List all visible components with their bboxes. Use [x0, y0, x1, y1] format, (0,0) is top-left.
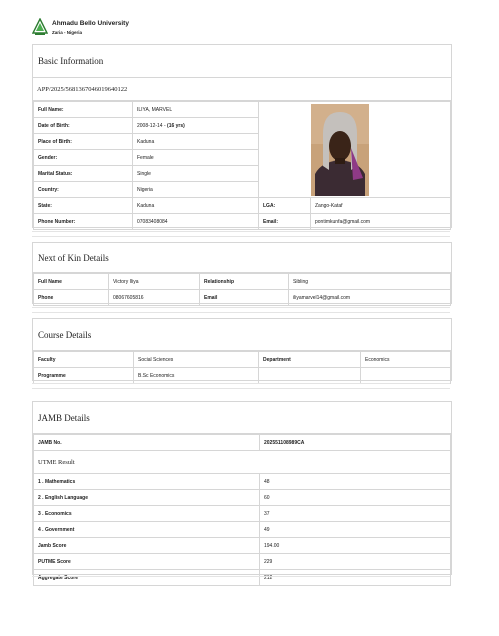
course-details-table [33, 351, 451, 384]
section-divider [32, 307, 450, 313]
subject-score: 37 [260, 506, 451, 522]
utme-result-title: UTME Result [33, 451, 451, 473]
email-label: Email: [259, 214, 311, 230]
jamb-no-value: 202551108989CA [260, 435, 451, 451]
subject-label: 1 . Mathematics [34, 474, 260, 490]
department-label: Department [259, 352, 361, 368]
table-row [34, 474, 451, 490]
subject-label: 3 . Economics [34, 506, 260, 522]
jamb-no-label: JAMB No. [34, 435, 260, 451]
faculty-value: Social Sciences [134, 352, 259, 368]
subject-label: 2 . English Language [34, 490, 260, 506]
jamb-details-section [32, 401, 452, 581]
age-value: (16 yrs) [167, 122, 185, 129]
phone-value: 07083408084 [133, 214, 259, 230]
kin-name-value: Victory Iliya [109, 274, 200, 290]
department-value: Economics [361, 352, 451, 368]
gender-label: Gender: [34, 150, 133, 166]
state-value: Kaduna [133, 198, 259, 214]
section-title: Basic Information [33, 45, 451, 78]
subject-score: 49 [260, 522, 451, 538]
section-divider [32, 383, 450, 389]
faculty-label: Faculty [34, 352, 134, 368]
aggregate-score-label: Aggregate Score [34, 570, 260, 586]
table-row [34, 214, 451, 230]
table-row [34, 538, 451, 554]
kin-phone-label: Phone [34, 290, 109, 306]
subject-label: 4 . Government [34, 522, 260, 538]
kin-relationship-label: Relationship [200, 274, 289, 290]
kin-name-label: Full Name [34, 274, 109, 290]
course-details-section [32, 318, 452, 381]
jamb-score-value: 194.00 [260, 538, 451, 554]
table-row [34, 102, 451, 118]
passport-photo [311, 104, 369, 196]
marital-label: Marital Status: [34, 166, 133, 182]
university-location: Zaria - Nigeria [52, 30, 83, 35]
table-row [34, 198, 451, 214]
table-row [34, 290, 451, 306]
table-row [34, 554, 451, 570]
university-name: Ahmadu Bello University [52, 20, 129, 27]
table-row [34, 522, 451, 538]
jamb-number-table [33, 434, 451, 451]
aggregate-score-value: 212 [260, 570, 451, 586]
kin-email-value: iliyamarvel14@gmail.com [289, 290, 451, 306]
passport-photo-image [311, 104, 369, 196]
application-number: APP/2025/56813670460196401​22 [33, 78, 451, 101]
email-value: pontimkunfa@gmail.com [311, 214, 451, 230]
table-row [34, 506, 451, 522]
basic-info-table [33, 101, 451, 230]
programme-label: Programme [34, 368, 134, 384]
phone-label: Phone Number: [34, 214, 133, 230]
state-label: State: [34, 198, 133, 214]
next-of-kin-section [32, 242, 452, 304]
table-row: Date of Birth: 2008-12-14 - (16 yrs) [34, 118, 451, 134]
table-row [34, 274, 451, 290]
putme-score-value: 229 [260, 554, 451, 570]
table-row [34, 368, 451, 384]
jamb-score-label: Jamb Score [34, 538, 260, 554]
country-label: Country: [34, 182, 133, 198]
utme-result-table [33, 473, 451, 586]
table-row [34, 490, 451, 506]
basic-information-section [32, 44, 452, 228]
kin-email-label: Email [200, 290, 289, 306]
marital-value: Single [133, 166, 259, 182]
section-title: Next of Kin Details [33, 243, 451, 273]
section-divider [32, 576, 450, 579]
pob-label: Place of Birth: [34, 134, 133, 150]
gender-value: Female [133, 150, 259, 166]
section-title: Course Details [33, 319, 451, 351]
dob-value: 2008-12-14 [137, 122, 163, 129]
university-logo-icon [32, 18, 48, 36]
kin-relationship-value: Sibling [289, 274, 451, 290]
dob-label: Date of Birth: [34, 118, 133, 134]
country-value: Nigeria [133, 182, 259, 198]
full-name-label: Full Name: [34, 102, 133, 118]
putme-score-label: PUTME Score [34, 554, 260, 570]
table-row [34, 435, 451, 451]
subject-score: 60 [260, 490, 451, 506]
kin-phone-value: 08067605816 [109, 290, 200, 306]
full-name-value: ILIYA, MARVEL [133, 102, 259, 118]
lga-label: LGA: [259, 198, 311, 214]
table-row [34, 352, 451, 368]
section-divider [32, 231, 450, 237]
section-title: JAMB Details [33, 402, 451, 434]
next-of-kin-table [33, 273, 451, 306]
subject-score: 48 [260, 474, 451, 490]
pob-value: Kaduna [133, 134, 259, 150]
lga-value: Zango-Kataf [311, 198, 451, 214]
programme-value: B.Sc Economics [134, 368, 259, 384]
